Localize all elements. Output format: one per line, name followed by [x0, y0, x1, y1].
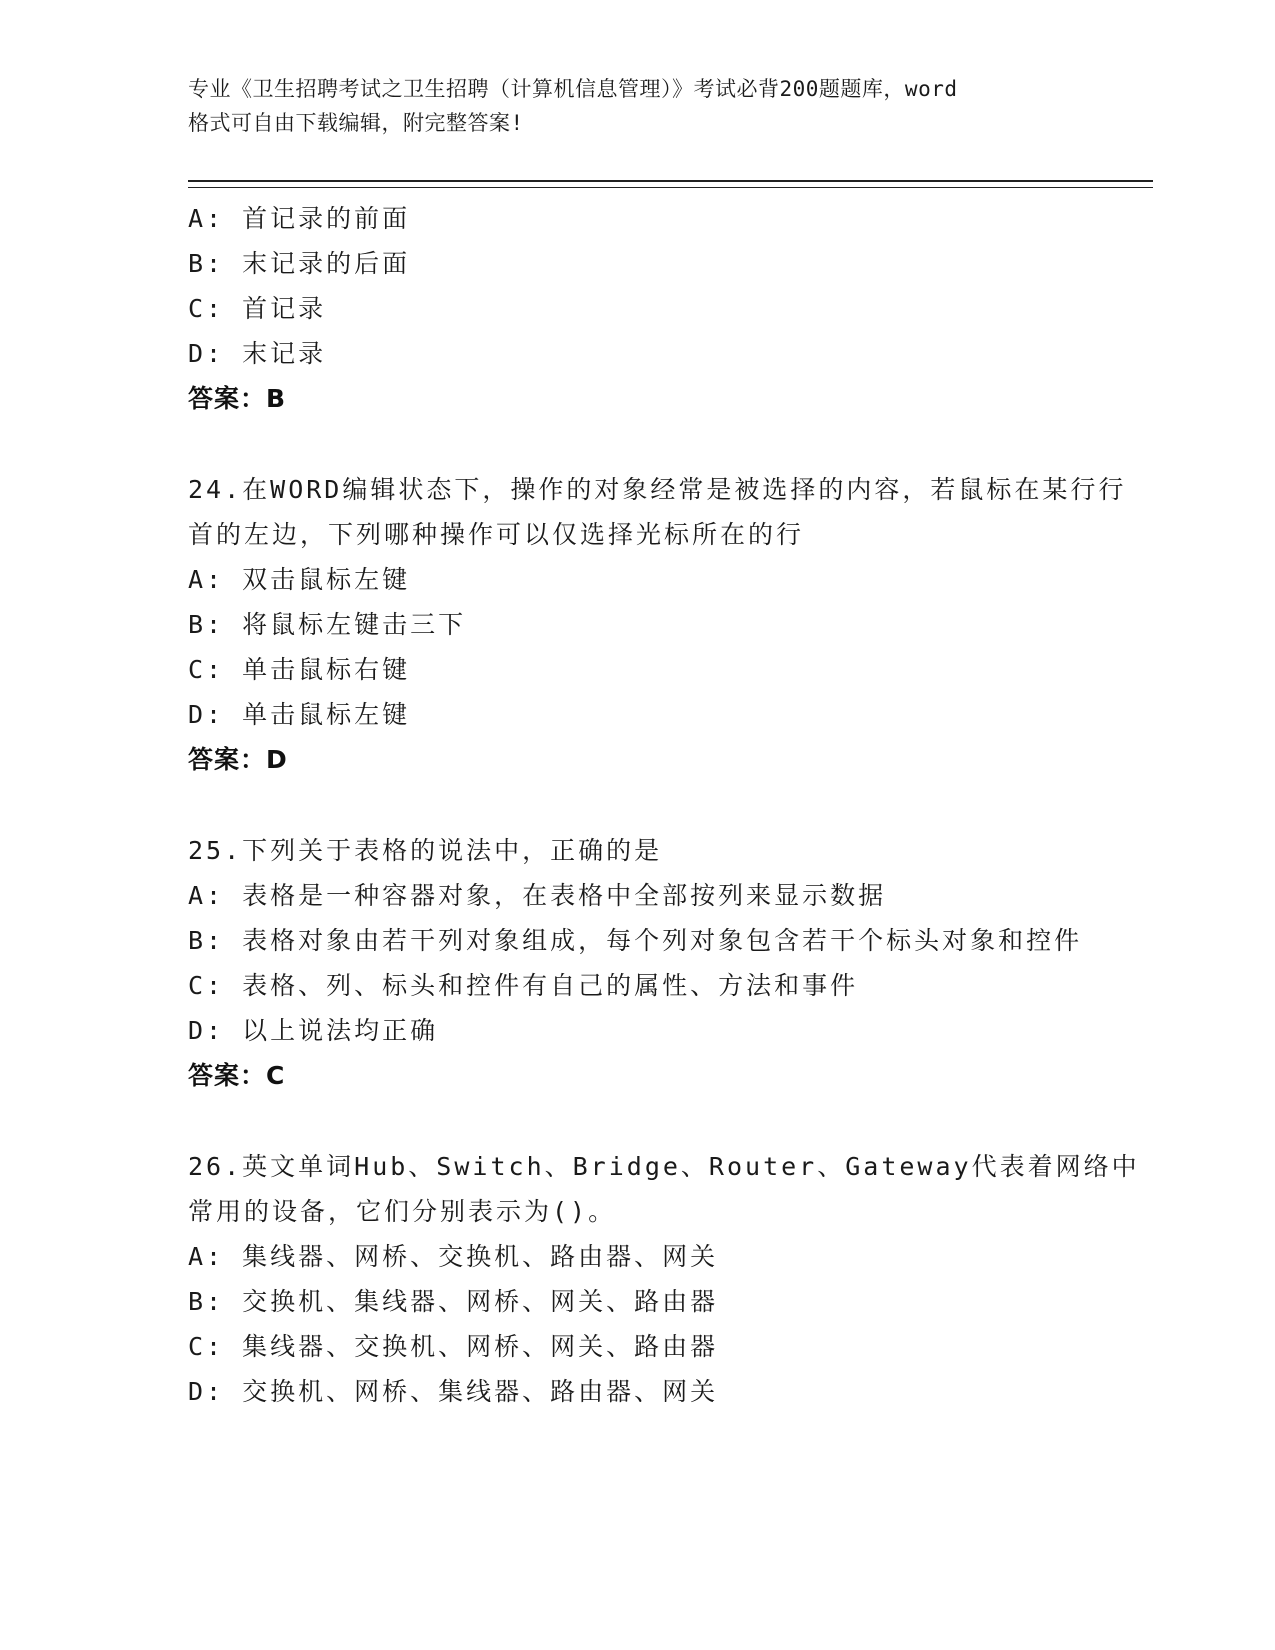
option-d: D: 交换机、网桥、集线器、路由器、网关 — [188, 1377, 719, 1406]
question-stem: 25.下列关于表格的说法中，正确的是 — [188, 836, 663, 865]
question-25 — [188, 828, 1153, 1098]
question-26 — [188, 1144, 1153, 1414]
question-24 — [188, 467, 1153, 782]
option-a: A: 首记录的前面 — [188, 204, 411, 233]
question-stem: 24.在WORD编辑状态下，操作的对象经常是被选择的内容，若鼠标在某行行首的左边，下列哪种操作可以仅选择光标所在的行 — [188, 475, 1127, 549]
question-stem: 26.英文单词Hub、Switch、Bridge、Router、Gateway代表着网络中常用的设备，它们分别表示为()。 — [188, 1152, 1140, 1226]
option-c: C: 表格、列、标头和控件有自己的属性、方法和事件 — [188, 971, 859, 1000]
document-header-line-1: 专业《卫生招聘考试之卫生招聘（计算机信息管理）》考试必背200题题库，word — [188, 77, 958, 101]
option-b: B: 末记录的后面 — [188, 249, 411, 278]
option-d: D: 以上说法均正确 — [188, 1016, 439, 1045]
option-a: A: 集线器、网桥、交换机、路由器、网关 — [188, 1242, 719, 1271]
answer: 答案：B — [188, 384, 287, 413]
answer: 答案：C — [188, 1061, 286, 1090]
option-a: A: 表格是一种容器对象，在表格中全部按列来显示数据 — [188, 881, 887, 910]
option-b: B: 交换机、集线器、网桥、网关、路由器 — [188, 1287, 719, 1316]
header-divider — [188, 180, 1153, 188]
option-b: B: 将鼠标左键击三下 — [188, 610, 467, 639]
answer: 答案：D — [188, 745, 288, 774]
option-d: D: 末记录 — [188, 339, 327, 368]
option-c: C: 单击鼠标右键 — [188, 655, 411, 684]
document-header-line-2: 格式可自由下载编辑，附完整答案! — [188, 111, 524, 135]
document-page — [188, 72, 1153, 1414]
option-b: B: 表格对象由若干列对象组成，每个列对象包含若干个标头对象和控件 — [188, 926, 1083, 955]
question-23-options — [188, 196, 1153, 421]
option-d: D: 单击鼠标左键 — [188, 700, 411, 729]
option-c: C: 集线器、交换机、网桥、网关、路由器 — [188, 1332, 719, 1361]
option-a: A: 双击鼠标左键 — [188, 565, 411, 594]
option-c: C: 首记录 — [188, 294, 327, 323]
